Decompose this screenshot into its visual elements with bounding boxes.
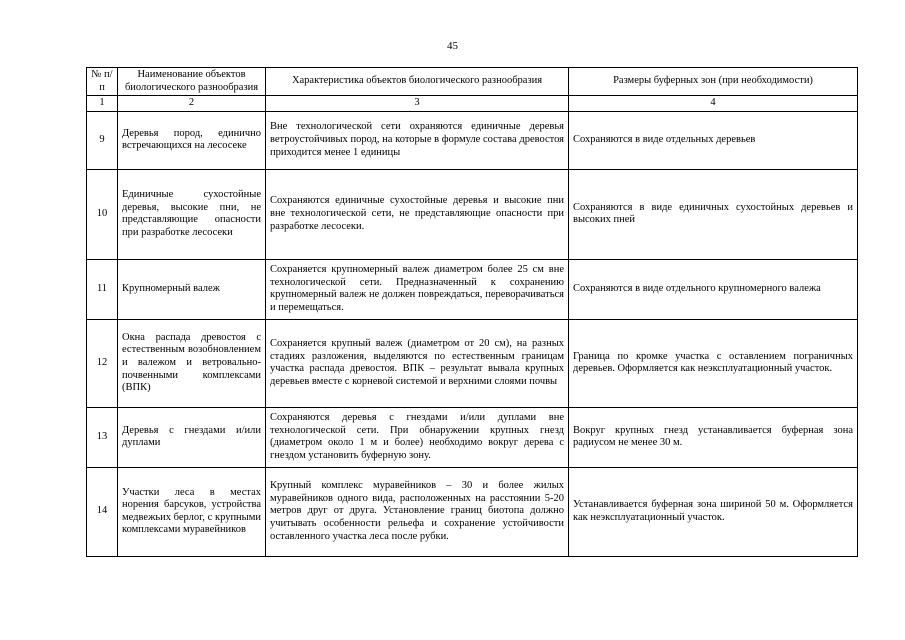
object-characteristic: Сохраняются единичные сухостойные деревья и высокие пни вне технологической сети, не представляющие опасности при разработке лесосеки. xyxy=(266,169,569,259)
object-characteristic: Сохраняются деревья с гнездами и/или дуплами вне технологической сети. При обнаружении крупных гнезд (диаметром около 1 м и более) необходимо вокруг дерева с гнездом установить буферную зону. xyxy=(266,407,569,467)
table-row xyxy=(87,407,858,467)
column-number: 1 xyxy=(87,96,118,112)
header-object-name: Наименование объектов биологического разнообразия xyxy=(118,68,266,96)
header-row xyxy=(87,68,858,96)
buffer-zone-size: Вокруг крупных гнезд устанавливается буферная зона радиусом не менее 30 м. xyxy=(569,407,858,467)
header-number: № п/п xyxy=(87,68,118,96)
row-number: 10 xyxy=(87,169,118,259)
object-characteristic: Сохраняется крупный валеж (диаметром от 20 см), на разных стадиях разложения, выделяются по естественным границам участка распада древостоя. ВПК – результат вывала крупных деревьев вместе с корневой системой и верхними слоями почвы xyxy=(266,319,569,407)
table-row xyxy=(87,259,858,319)
table-row xyxy=(87,111,858,169)
column-number: 2 xyxy=(118,96,266,112)
table-row xyxy=(87,169,858,259)
object-name: Участки леса в местах норения барсуков, устройства медвежьих берлог, с крупными комплексами муравейников xyxy=(118,467,266,556)
buffer-zone-size: Сохраняются в виде отдельного крупномерного валежа xyxy=(569,259,858,319)
table-row xyxy=(87,319,858,407)
column-number: 4 xyxy=(569,96,858,112)
header-characteristic: Характеристика объектов биологического разнообразия xyxy=(266,68,569,96)
row-number: 12 xyxy=(87,319,118,407)
column-number: 3 xyxy=(266,96,569,112)
row-number: 9 xyxy=(87,111,118,169)
buffer-zone-size: Сохраняются в виде единичных сухостойных деревьев и высоких пней xyxy=(569,169,858,259)
object-name: Единичные сухостойные деревья, высокие пни, не представляющие опасности при разработке лесосеки xyxy=(118,169,266,259)
object-name: Деревья с гнездами и/или дуплами xyxy=(118,407,266,467)
row-number: 14 xyxy=(87,467,118,556)
row-number: 13 xyxy=(87,407,118,467)
row-number: 11 xyxy=(87,259,118,319)
object-characteristic: Крупный комплекс муравейников – 30 и более жилых муравейников одного вида, расположенных на расстоянии 5-20 метров друг от друга. Установление границ биотопа должно учитывать особенности рельефа и сохранение устойчивости оставленного участка леса после рубки. xyxy=(266,467,569,556)
object-characteristic: Сохраняется крупномерный валеж диаметром более 25 см вне технологической сети. Предназначенный к сохранению крупномерный валеж не должен повреждаться, переворачиваться и перемещаться. xyxy=(266,259,569,319)
column-number-row xyxy=(87,96,858,112)
header-buffer-zone: Размеры буферных зон (при необходимости) xyxy=(569,68,858,96)
buffer-zone-size: Граница по кромке участка с оставлением пограничных деревьев. Оформляется как неэксплуатационный участок. xyxy=(569,319,858,407)
biodiversity-objects-table xyxy=(86,67,858,557)
page-number: 45 xyxy=(447,40,458,52)
object-name: Окна распада древостоя с естественным возобновлением и валежом и ветровально-почвенными комплексами (ВПК) xyxy=(118,319,266,407)
object-name: Крупномерный валеж xyxy=(118,259,266,319)
table-row xyxy=(87,467,858,556)
object-characteristic: Вне технологической сети охраняются единичные деревья ветроустойчивых пород, на которые в формуле состава древостоя приходится менее 1 единицы xyxy=(266,111,569,169)
buffer-zone-size: Устанавливается буферная зона шириной 50 м. Оформляется как неэксплуатационный участок. xyxy=(569,467,858,556)
object-name: Деревья пород, единично встречающихся на лесосеке xyxy=(118,111,266,169)
buffer-zone-size: Сохраняются в виде отдельных деревьев xyxy=(569,111,858,169)
